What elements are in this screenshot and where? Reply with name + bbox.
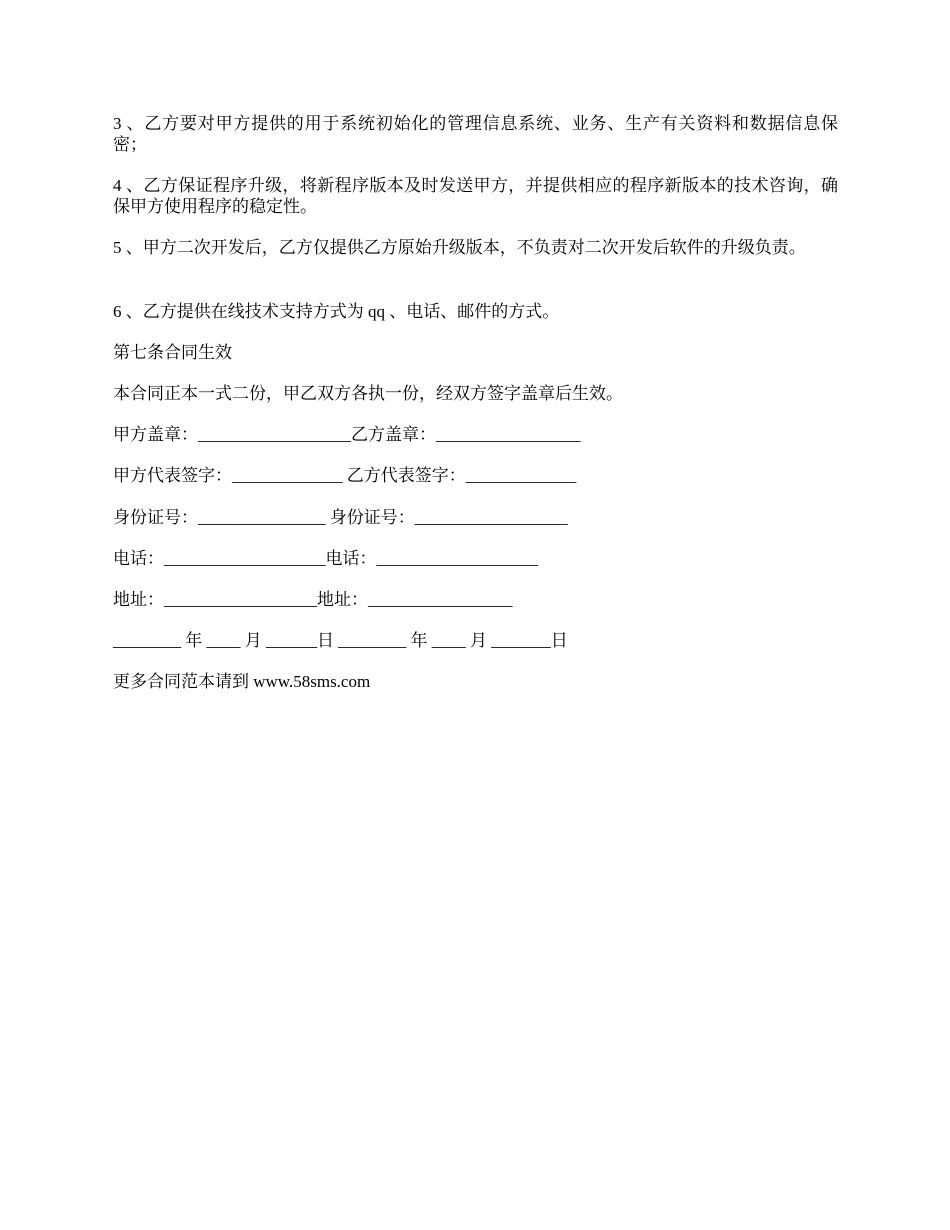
- clause-5: 5 、甲方二次开发后，乙方仅提供乙方原始升级版本，不负责对二次开发后软件的升级负责。: [113, 238, 806, 257]
- section-title: 第七条合同生效: [113, 343, 232, 362]
- id-number-line: 身份证号：_______________ 身份证号：__________________: [113, 508, 568, 527]
- representative-line: 甲方代表签字：_____________ 乙方代表签字：_____________: [113, 466, 577, 485]
- effect-text: 本合同正本一式二份，甲乙双方各执一份，经双方签字盖章后生效。: [113, 384, 623, 403]
- clause-4: 4 、乙方保证程序升级，将新程序版本及时发送甲方，并提供相应的程序新版本的技术咨询，确保甲方使用程序的稳定性。: [113, 176, 838, 216]
- clause-3: 3 、乙方要对甲方提供的用于系统初始化的管理信息系统、业务、生产有关资料和数据信息保密；: [113, 114, 838, 154]
- clause-6: 6 、乙方提供在线技术支持方式为 qq 、电话、邮件的方式。: [113, 302, 560, 321]
- phone-line: 电话：___________________电话：___________________: [113, 549, 538, 568]
- date-line: ________ 年 ____ 月 ______日 ________ 年 ____ 月 _______日: [113, 631, 568, 650]
- address-line: 地址：__________________地址：_________________: [113, 590, 513, 609]
- footer-note: 更多合同范本请到 www.58sms.com: [113, 672, 371, 691]
- seal-line: 甲方盖章：__________________乙方盖章：_________________: [113, 425, 581, 444]
